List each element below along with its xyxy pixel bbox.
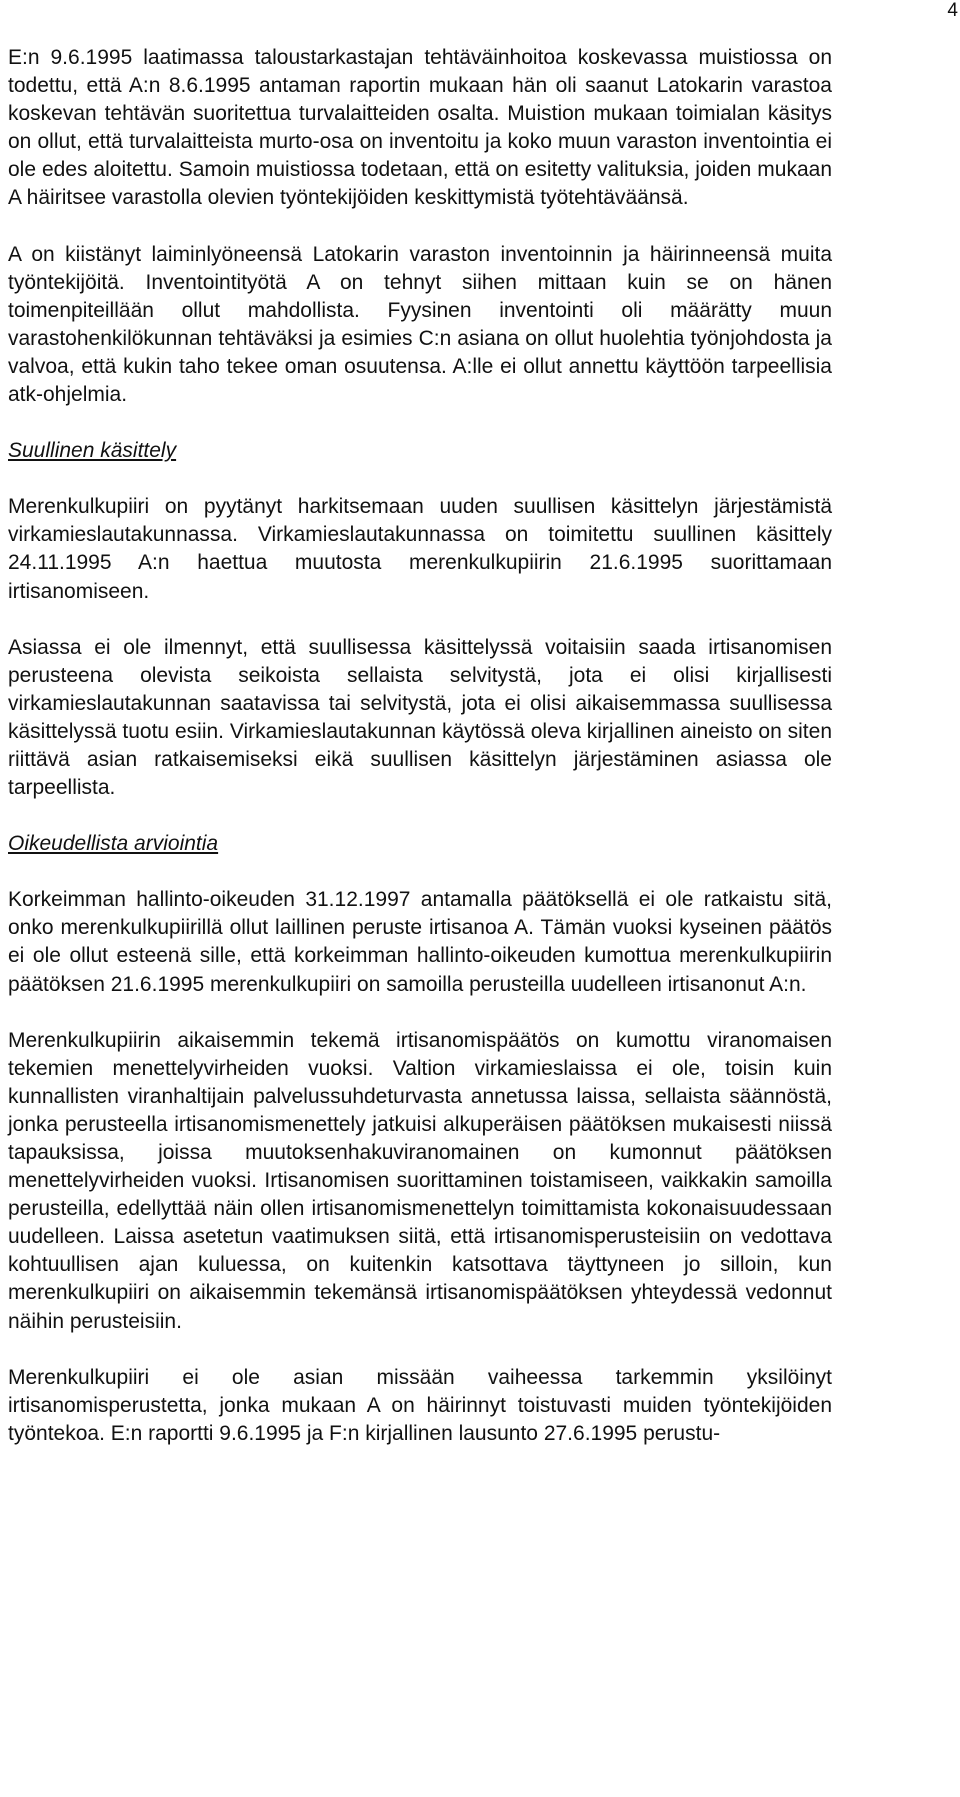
paragraph-menettelyvirheet: Merenkulkupiirin aikaisemmin tekemä irtisanomispäätös on kumottu viranomaisen tekemien menettelyvirheiden vuoksi. Valtion virkamieslaissa ei ole, toisin kuin kunnallisten viranhaltijain palvelussuhdeturvasta annetussa laissa, sellaista säännöstä, jonka perusteella irtisanomismenettely jatkuisi alkuperäisen päätöksen mukaisesti niissä tapauksissa, joissa muutoksenhakuviranomainen on kumonnut päätöksen menettelyvirheiden vuoksi. Irtisanomisen suorittaminen toistamiseen, vaikkakin samoilla perusteilla, edellyttää näin ollen irtisanomismenettelyn toimittamista kokonaisuudessaan uudelleen. Laissa asetetun vaatimuksen siitä, että irtisanomisperusteisiin on vedottava kohtuullisen ajan kuluessa, on kuitenkin katsottava täyttyneen jo silloin, kun merenkulkupiiri on aikaisemmin tekemänsä irtisanomispäätöksen yhteydessä vedonnut näihin perusteisiin.	[8, 1028, 832, 1333]
page-number: 4	[947, 0, 958, 21]
paragraph-hairinta-peruste: Merenkulkupiiri ei ole asian missään vaiheessa tarkemmin yksilöinyt irtisanomisperustetta, jonka mukaan A on häirinnyt toistuvasti muiden työntekijöiden työntekoa. E:n raportti 9.6.1995 ja F:n kirjallinen lausunto 27.6.1995 perustu-	[8, 1365, 832, 1445]
document-body	[8, 44, 832, 1448]
section-heading-oikeudellista-arviointia: Oikeudellista arviointia	[8, 832, 219, 856]
paragraph-suullinen-arvio: Asiassa ei ole ilmennyt, että suullisessa käsittelyssä voitaisiin saada irtisanomisen perusteena olevista seikoista sellaista selvitystä, jota ei olisi kirjallisesti virkamieslautakunnan saatavissa tai selvitystä, jota ei olisi aikaisemmassa suullisessa käsittelyssä tuotu esiin. Virkamieslautakunnan käytössä oleva kirjallinen aineisto on siten riittävä asian ratkaisemiseksi eikä suullisen käsittelyn järjestäminen asiassa ole tarpeellista.	[8, 635, 832, 800]
paragraph-kho-paatos: Korkeimman hallinto-oikeuden 31.12.1997 antamalla päätöksellä ei ole ratkaistu sitä, onko merenkulkupiirillä ollut laillinen peruste irtisanoa A. Tämän vuoksi kyseinen päätös ei ole ollut esteenä sille, että korkeimman hallinto-oikeuden kumottua merenkulkupiirin päätöksen 21.6.1995 merenkulkupiiri on samoilla perusteilla uudelleen irtisanonut A:n.	[8, 888, 832, 996]
paragraph-kiistanyt: A on kiistänyt laiminlyöneensä Latokarin varaston inventoinnin ja häirinneensä muita työntekijöitä. Inventointityötä A on tehnyt siihen mittaan kuin se on hänen toimenpiteillään ollut mahdollista. Fyysinen inventointi oli määrätty muun varastohenkilökunnan tehtäväksi ja esimies C:n asiana on ollut huolehtia työnjohdosta ja valvoa, että kukin taho tekee oman osuutensa. A:lle ei ollut annettu käyttöön tarpeellisia atk-ohjelmia.	[8, 242, 832, 407]
paragraph-muistio: E:n 9.6.1995 laatimassa taloustarkastajan tehtäväinhoitoa koskevassa muistiossa on todettu, että A:n 8.6.1995 antaman raportin mukaan hän oli saanut Latokarin varastoa koskevan tehtävän suoritettua turvalaitteiden osalta. Muistion mukaan toimialan käsitys on ollut, että turvalaitteista murto-osa on inventoitu ja koko muun varaston inventointia ei ole edes aloitettu. Samoin muistiossa todetaan, että on esitetty valituksia, joiden mukaan A häiritsee varastolla olevien työntekijöiden keskittymistä työtehtäväänsä.	[8, 46, 832, 210]
paragraph-suullinen-pyynto: Merenkulkupiiri on pyytänyt harkitsemaan uuden suullisen käsittelyn järjestämistä virkamieslautakunnassa. Virkamieslautakunnassa on toimitettu suullinen käsittely 24.11.1995 A:n haettua muutosta merenkulkupiirin 21.6.1995 suorittamaan irtisanomiseen.	[8, 495, 832, 603]
section-heading-suullinen-kasittely: Suullinen käsittely	[8, 439, 177, 463]
